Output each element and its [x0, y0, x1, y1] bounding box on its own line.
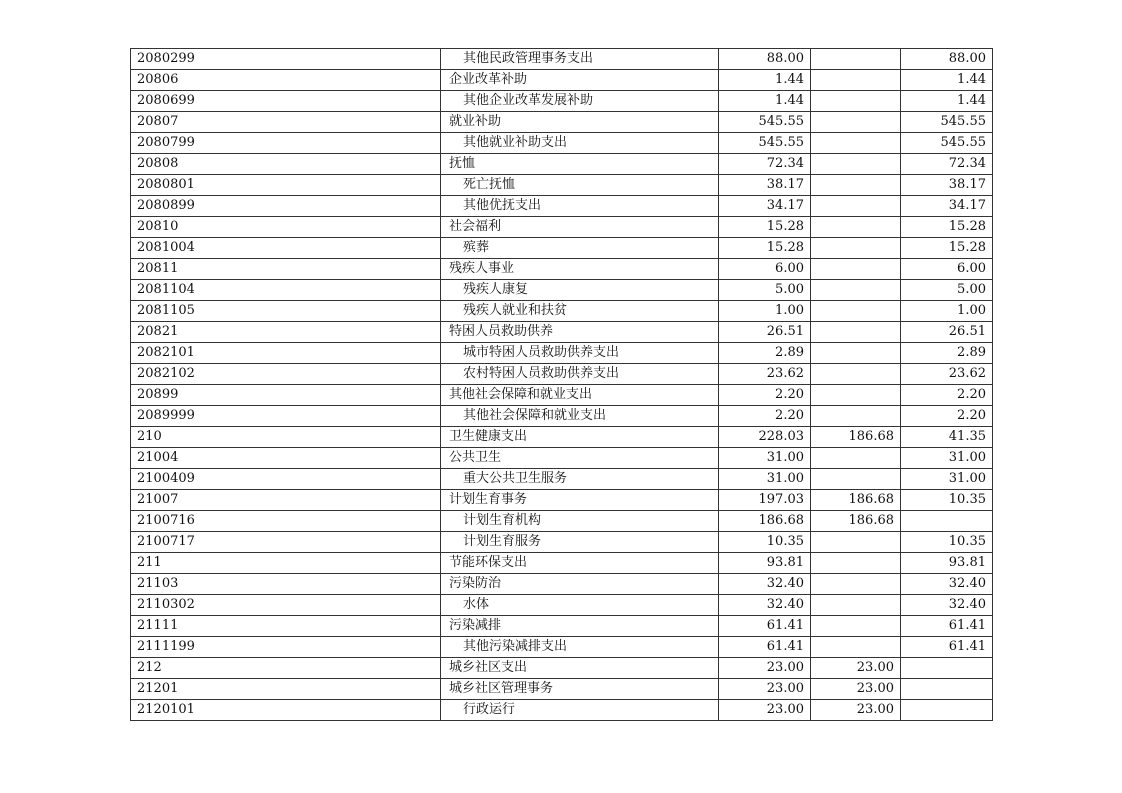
- project-expenditure-cell: 31.00: [901, 469, 993, 490]
- table-row: [131, 217, 993, 238]
- basic-expenditure-cell: [811, 259, 901, 280]
- table-row: [131, 595, 993, 616]
- account-name-cell: 城市特困人员救助供养支出: [441, 343, 719, 364]
- total-amount-cell: 93.81: [719, 553, 811, 574]
- table-row: [131, 49, 993, 70]
- account-name-cell: 公共卫生: [441, 448, 719, 469]
- account-name-cell: 计划生育事务: [441, 490, 719, 511]
- account-name-cell: 社会福利: [441, 217, 719, 238]
- table-row: [131, 490, 993, 511]
- basic-expenditure-cell: [811, 448, 901, 469]
- project-expenditure-cell: 15.28: [901, 238, 993, 259]
- account-code-cell: 20808: [131, 154, 441, 175]
- project-expenditure-cell: 2.20: [901, 385, 993, 406]
- total-amount-cell: 545.55: [719, 112, 811, 133]
- total-amount-cell: 61.41: [719, 616, 811, 637]
- total-amount-cell: 38.17: [719, 175, 811, 196]
- table-row: [131, 322, 993, 343]
- table-row: [131, 364, 993, 385]
- total-amount-cell: 23.00: [719, 700, 811, 721]
- total-amount-cell: 23.00: [719, 679, 811, 700]
- account-code-cell: 2110302: [131, 595, 441, 616]
- project-expenditure-cell: 23.62: [901, 364, 993, 385]
- account-name-cell: 殡葬: [441, 238, 719, 259]
- table-row: [131, 679, 993, 700]
- account-name-cell: 抚恤: [441, 154, 719, 175]
- total-amount-cell: 32.40: [719, 574, 811, 595]
- basic-expenditure-cell: [811, 364, 901, 385]
- account-code-cell: 2100717: [131, 532, 441, 553]
- basic-expenditure-cell: 23.00: [811, 700, 901, 721]
- account-code-cell: 2100716: [131, 511, 441, 532]
- basic-expenditure-cell: 186.68: [811, 427, 901, 448]
- basic-expenditure-cell: [811, 196, 901, 217]
- project-expenditure-cell: 2.89: [901, 343, 993, 364]
- account-code-cell: 2080799: [131, 133, 441, 154]
- expenditure-table-sheet: [130, 48, 992, 721]
- account-name-cell: 就业补助: [441, 112, 719, 133]
- total-amount-cell: 228.03: [719, 427, 811, 448]
- account-code-cell: 2089999: [131, 406, 441, 427]
- total-amount-cell: 31.00: [719, 469, 811, 490]
- table-row: [131, 574, 993, 595]
- table-row: [131, 637, 993, 658]
- table-row: [131, 658, 993, 679]
- basic-expenditure-cell: [811, 343, 901, 364]
- project-expenditure-cell: 34.17: [901, 196, 993, 217]
- table-row: [131, 154, 993, 175]
- account-name-cell: 特困人员救助供养: [441, 322, 719, 343]
- project-expenditure-cell: [901, 700, 993, 721]
- basic-expenditure-cell: [811, 301, 901, 322]
- account-name-cell: 卫生健康支出: [441, 427, 719, 448]
- account-name-cell: 计划生育服务: [441, 532, 719, 553]
- project-expenditure-cell: 32.40: [901, 595, 993, 616]
- account-code-cell: 20810: [131, 217, 441, 238]
- account-code-cell: 2081105: [131, 301, 441, 322]
- basic-expenditure-cell: [811, 469, 901, 490]
- total-amount-cell: 26.51: [719, 322, 811, 343]
- project-expenditure-cell: 93.81: [901, 553, 993, 574]
- table-row: [131, 553, 993, 574]
- account-name-cell: 重大公共卫生服务: [441, 469, 719, 490]
- table-row: [131, 301, 993, 322]
- account-code-cell: 20807: [131, 112, 441, 133]
- project-expenditure-cell: 2.20: [901, 406, 993, 427]
- table-row: [131, 70, 993, 91]
- account-code-cell: 211: [131, 553, 441, 574]
- account-code-cell: 21201: [131, 679, 441, 700]
- table-row: [131, 196, 993, 217]
- account-name-cell: 城乡社区支出: [441, 658, 719, 679]
- table-row: [131, 133, 993, 154]
- account-name-cell: 污染减排: [441, 616, 719, 637]
- total-amount-cell: 1.44: [719, 70, 811, 91]
- basic-expenditure-cell: [811, 553, 901, 574]
- account-code-cell: 2082101: [131, 343, 441, 364]
- account-name-cell: 企业改革补助: [441, 70, 719, 91]
- project-expenditure-cell: 5.00: [901, 280, 993, 301]
- total-amount-cell: 61.41: [719, 637, 811, 658]
- total-amount-cell: 6.00: [719, 259, 811, 280]
- account-name-cell: 残疾人就业和扶贫: [441, 301, 719, 322]
- account-code-cell: 20811: [131, 259, 441, 280]
- project-expenditure-cell: 15.28: [901, 217, 993, 238]
- basic-expenditure-cell: [811, 385, 901, 406]
- project-expenditure-cell: [901, 679, 993, 700]
- table-row: [131, 427, 993, 448]
- table-row: [131, 700, 993, 721]
- basic-expenditure-cell: [811, 133, 901, 154]
- account-name-cell: 计划生育机构: [441, 511, 719, 532]
- table-body: [131, 49, 993, 721]
- account-name-cell: 其他民政管理事务支出: [441, 49, 719, 70]
- account-name-cell: 残疾人康复: [441, 280, 719, 301]
- account-name-cell: 农村特困人员救助供养支出: [441, 364, 719, 385]
- project-expenditure-cell: 10.35: [901, 532, 993, 553]
- basic-expenditure-cell: [811, 406, 901, 427]
- account-code-cell: 21004: [131, 448, 441, 469]
- table-row: [131, 448, 993, 469]
- account-code-cell: 2111199: [131, 637, 441, 658]
- account-name-cell: 其他社会保障和就业支出: [441, 406, 719, 427]
- project-expenditure-cell: 1.00: [901, 301, 993, 322]
- account-name-cell: 其他就业补助支出: [441, 133, 719, 154]
- project-expenditure-cell: 61.41: [901, 637, 993, 658]
- basic-expenditure-cell: [811, 595, 901, 616]
- account-code-cell: 21007: [131, 490, 441, 511]
- table-row: [131, 259, 993, 280]
- total-amount-cell: 72.34: [719, 154, 811, 175]
- account-code-cell: 20806: [131, 70, 441, 91]
- basic-expenditure-cell: [811, 280, 901, 301]
- account-name-cell: 污染防治: [441, 574, 719, 595]
- total-amount-cell: 186.68: [719, 511, 811, 532]
- basic-expenditure-cell: 186.68: [811, 490, 901, 511]
- table-row: [131, 406, 993, 427]
- total-amount-cell: 31.00: [719, 448, 811, 469]
- basic-expenditure-cell: [811, 70, 901, 91]
- project-expenditure-cell: 1.44: [901, 70, 993, 91]
- account-code-cell: 210: [131, 427, 441, 448]
- table-row: [131, 280, 993, 301]
- expenditure-table: [130, 48, 993, 721]
- account-code-cell: 2080899: [131, 196, 441, 217]
- account-code-cell: 20899: [131, 385, 441, 406]
- account-name-cell: 其他企业改革发展补助: [441, 91, 719, 112]
- account-code-cell: 2100409: [131, 469, 441, 490]
- total-amount-cell: 545.55: [719, 133, 811, 154]
- basic-expenditure-cell: [811, 616, 901, 637]
- table-row: [131, 469, 993, 490]
- table-row: [131, 385, 993, 406]
- project-expenditure-cell: [901, 658, 993, 679]
- account-code-cell: 2120101: [131, 700, 441, 721]
- basic-expenditure-cell: 23.00: [811, 658, 901, 679]
- table-row: [131, 91, 993, 112]
- basic-expenditure-cell: [811, 91, 901, 112]
- account-code-cell: 212: [131, 658, 441, 679]
- basic-expenditure-cell: [811, 322, 901, 343]
- total-amount-cell: 10.35: [719, 532, 811, 553]
- account-name-cell: 残疾人事业: [441, 259, 719, 280]
- account-code-cell: 2082102: [131, 364, 441, 385]
- total-amount-cell: 23.62: [719, 364, 811, 385]
- project-expenditure-cell: 1.44: [901, 91, 993, 112]
- basic-expenditure-cell: [811, 217, 901, 238]
- table-row: [131, 175, 993, 196]
- total-amount-cell: 23.00: [719, 658, 811, 679]
- table-row: [131, 511, 993, 532]
- account-code-cell: 21103: [131, 574, 441, 595]
- account-name-cell: 节能环保支出: [441, 553, 719, 574]
- table-row: [131, 532, 993, 553]
- account-code-cell: 2080299: [131, 49, 441, 70]
- account-name-cell: 其他污染减排支出: [441, 637, 719, 658]
- project-expenditure-cell: [901, 511, 993, 532]
- account-code-cell: 2080801: [131, 175, 441, 196]
- basic-expenditure-cell: [811, 175, 901, 196]
- basic-expenditure-cell: [811, 532, 901, 553]
- total-amount-cell: 15.28: [719, 217, 811, 238]
- account-code-cell: 2080699: [131, 91, 441, 112]
- table-row: [131, 112, 993, 133]
- total-amount-cell: 1.44: [719, 91, 811, 112]
- basic-expenditure-cell: 23.00: [811, 679, 901, 700]
- account-code-cell: 20821: [131, 322, 441, 343]
- project-expenditure-cell: 38.17: [901, 175, 993, 196]
- table-row: [131, 238, 993, 259]
- total-amount-cell: 2.20: [719, 406, 811, 427]
- account-code-cell: 2081004: [131, 238, 441, 259]
- account-name-cell: 其他优抚支出: [441, 196, 719, 217]
- total-amount-cell: 2.20: [719, 385, 811, 406]
- table-row: [131, 616, 993, 637]
- account-name-cell: 死亡抚恤: [441, 175, 719, 196]
- project-expenditure-cell: 32.40: [901, 574, 993, 595]
- account-name-cell: 其他社会保障和就业支出: [441, 385, 719, 406]
- basic-expenditure-cell: [811, 574, 901, 595]
- project-expenditure-cell: 72.34: [901, 154, 993, 175]
- total-amount-cell: 1.00: [719, 301, 811, 322]
- basic-expenditure-cell: 186.68: [811, 511, 901, 532]
- total-amount-cell: 5.00: [719, 280, 811, 301]
- project-expenditure-cell: 545.55: [901, 133, 993, 154]
- basic-expenditure-cell: [811, 637, 901, 658]
- basic-expenditure-cell: [811, 238, 901, 259]
- project-expenditure-cell: 88.00: [901, 49, 993, 70]
- total-amount-cell: 32.40: [719, 595, 811, 616]
- account-name-cell: 城乡社区管理事务: [441, 679, 719, 700]
- account-code-cell: 2081104: [131, 280, 441, 301]
- account-name-cell: 行政运行: [441, 700, 719, 721]
- project-expenditure-cell: 6.00: [901, 259, 993, 280]
- table-row: [131, 343, 993, 364]
- total-amount-cell: 15.28: [719, 238, 811, 259]
- project-expenditure-cell: 41.35: [901, 427, 993, 448]
- project-expenditure-cell: 10.35: [901, 490, 993, 511]
- total-amount-cell: 197.03: [719, 490, 811, 511]
- basic-expenditure-cell: [811, 112, 901, 133]
- project-expenditure-cell: 545.55: [901, 112, 993, 133]
- project-expenditure-cell: 31.00: [901, 448, 993, 469]
- project-expenditure-cell: 61.41: [901, 616, 993, 637]
- account-name-cell: 水体: [441, 595, 719, 616]
- total-amount-cell: 88.00: [719, 49, 811, 70]
- project-expenditure-cell: 26.51: [901, 322, 993, 343]
- total-amount-cell: 34.17: [719, 196, 811, 217]
- basic-expenditure-cell: [811, 154, 901, 175]
- total-amount-cell: 2.89: [719, 343, 811, 364]
- account-code-cell: 21111: [131, 616, 441, 637]
- basic-expenditure-cell: [811, 49, 901, 70]
